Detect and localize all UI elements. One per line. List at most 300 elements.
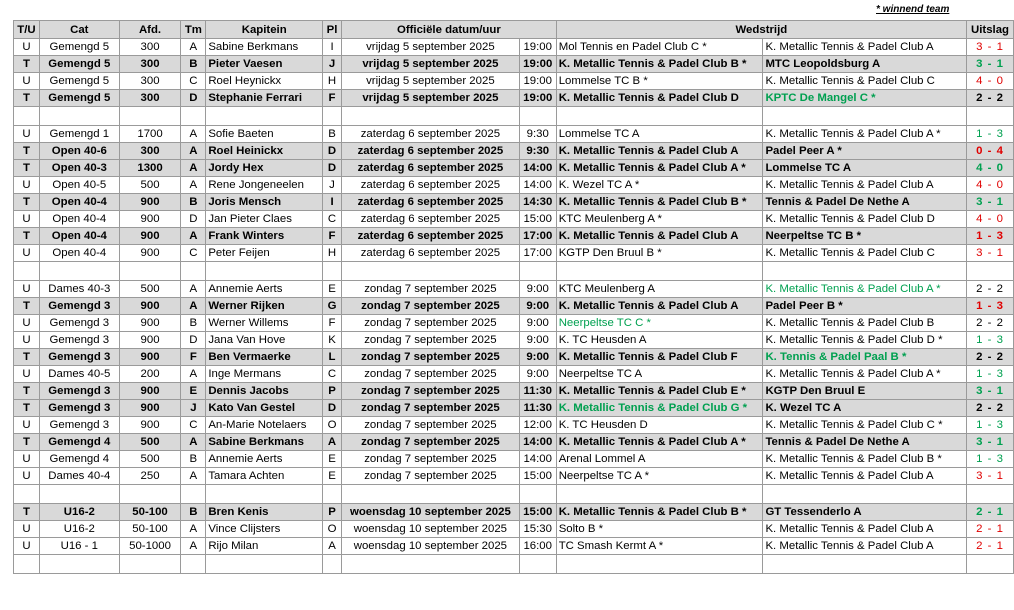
- cell-date: zondag 7 september 2025: [342, 366, 520, 383]
- cell-time: 19:00: [519, 73, 556, 90]
- cell-home-team: K. Metallic Tennis & Padel Club B *: [556, 504, 763, 521]
- table-row: [14, 177, 1014, 194]
- cell-tm: D: [181, 332, 206, 349]
- empty-cell: [519, 262, 556, 281]
- cell-time: 9:30: [519, 143, 556, 160]
- cell-away-team: Padel Peer A *: [763, 143, 967, 160]
- cell-cat: U16-2: [39, 521, 119, 538]
- cell-time: 9:00: [519, 332, 556, 349]
- cell-cat: Dames 40-5: [39, 366, 119, 383]
- empty-cell: [119, 107, 181, 126]
- cell-time: 15:00: [519, 468, 556, 485]
- cell-date: zaterdag 6 september 2025: [342, 228, 520, 245]
- cell-cat: Gemengd 4: [39, 434, 119, 451]
- cell-afd: 300: [119, 143, 181, 160]
- empty-cell: [14, 555, 40, 574]
- cell-pl: D: [323, 400, 342, 417]
- table-row: [14, 245, 1014, 262]
- cell-kapitein: Werner Rijken: [206, 298, 323, 315]
- cell-home-team: K. Metallic Tennis & Padel Club A: [556, 143, 763, 160]
- cell-away-team: K. Tennis & Padel Paal B *: [763, 349, 967, 366]
- cell-tu: T: [14, 434, 40, 451]
- cell-kapitein: Vince Clijsters: [206, 521, 323, 538]
- cell-pl: J: [323, 177, 342, 194]
- cell-away-team: K. Metallic Tennis & Padel Club A: [763, 177, 967, 194]
- cell-kapitein: Kato Van Gestel: [206, 400, 323, 417]
- cell-home-team: K. TC Heusden A: [556, 332, 763, 349]
- cell-cat: Open 40-4: [39, 194, 119, 211]
- cell-pl: F: [323, 315, 342, 332]
- cell-time: 15:00: [519, 504, 556, 521]
- cell-away-team: K. Metallic Tennis & Padel Club A: [763, 521, 967, 538]
- cell-time: 14:30: [519, 194, 556, 211]
- cell-tu: T: [14, 194, 40, 211]
- cell-pl: O: [323, 521, 342, 538]
- empty-cell: [119, 555, 181, 574]
- cell-pl: D: [323, 143, 342, 160]
- cell-time: 14:00: [519, 434, 556, 451]
- cell-home-team: K. Metallic Tennis & Padel Club F: [556, 349, 763, 366]
- cell-pl: I: [323, 39, 342, 56]
- cell-kapitein: Frank Winters: [206, 228, 323, 245]
- cell-pl: P: [323, 383, 342, 400]
- cell-score: 2 - 2: [967, 315, 1014, 332]
- cell-afd: 1700: [119, 126, 181, 143]
- cell-score: 2 - 2: [967, 349, 1014, 366]
- table-row: [14, 468, 1014, 485]
- cell-kapitein: Dennis Jacobs: [206, 383, 323, 400]
- cell-pl: F: [323, 90, 342, 107]
- empty-cell: [39, 485, 119, 504]
- table-row: [14, 504, 1014, 521]
- cell-time: 17:00: [519, 245, 556, 262]
- cell-cat: Open 40-5: [39, 177, 119, 194]
- cell-tm: A: [181, 468, 206, 485]
- cell-time: 9:00: [519, 298, 556, 315]
- col-datum: Officiële datum/uur: [342, 21, 557, 39]
- cell-kapitein: Annemie Aerts: [206, 281, 323, 298]
- cell-home-team: K. Metallic Tennis & Padel Club D: [556, 90, 763, 107]
- table-row: [14, 194, 1014, 211]
- cell-tu: U: [14, 126, 40, 143]
- cell-tm: J: [181, 400, 206, 417]
- cell-afd: 300: [119, 56, 181, 73]
- cell-time: 15:30: [519, 521, 556, 538]
- cell-time: 19:00: [519, 56, 556, 73]
- cell-date: zaterdag 6 september 2025: [342, 160, 520, 177]
- cell-cat: Open 40-4: [39, 211, 119, 228]
- cell-score: 1 - 3: [967, 332, 1014, 349]
- cell-time: 19:00: [519, 39, 556, 56]
- cell-tm: A: [181, 298, 206, 315]
- cell-cat: Open 40-4: [39, 245, 119, 262]
- cell-pl: L: [323, 349, 342, 366]
- cell-date: zondag 7 september 2025: [342, 349, 520, 366]
- empty-cell: [206, 555, 323, 574]
- cell-score: 2 - 1: [967, 504, 1014, 521]
- cell-home-team: Neerpeltse TC C *: [556, 315, 763, 332]
- cell-away-team: K. Metallic Tennis & Padel Club C: [763, 245, 967, 262]
- cell-score: 2 - 2: [967, 90, 1014, 107]
- cell-time: 11:30: [519, 383, 556, 400]
- cell-score: 4 - 0: [967, 73, 1014, 90]
- cell-home-team: K. Metallic Tennis & Padel Club G *: [556, 400, 763, 417]
- cell-pl: B: [323, 126, 342, 143]
- cell-kapitein: Rene Jongeneelen: [206, 177, 323, 194]
- cell-tu: U: [14, 521, 40, 538]
- table-row: [14, 366, 1014, 383]
- empty-cell: [763, 262, 967, 281]
- cell-afd: 500: [119, 177, 181, 194]
- table-row: [14, 383, 1014, 400]
- cell-tm: C: [181, 73, 206, 90]
- table-body: [14, 39, 1014, 574]
- cell-date: zondag 7 september 2025: [342, 332, 520, 349]
- cell-cat: Dames 40-3: [39, 281, 119, 298]
- cell-tm: A: [181, 281, 206, 298]
- cell-time: 9:00: [519, 349, 556, 366]
- cell-score: 3 - 1: [967, 194, 1014, 211]
- cell-away-team: K. Wezel TC A: [763, 400, 967, 417]
- cell-home-team: K. Metallic Tennis & Padel Club B *: [556, 56, 763, 73]
- col-cat: Cat: [39, 21, 119, 39]
- cell-time: 9:00: [519, 315, 556, 332]
- table-row: [14, 143, 1014, 160]
- empty-cell: [556, 485, 763, 504]
- cell-score: 3 - 1: [967, 245, 1014, 262]
- cell-cat: Gemengd 3: [39, 332, 119, 349]
- cell-time: 15:00: [519, 211, 556, 228]
- cell-kapitein: Jan Pieter Claes: [206, 211, 323, 228]
- cell-kapitein: Ben Vermaerke: [206, 349, 323, 366]
- cell-pl: A: [323, 434, 342, 451]
- cell-tm: B: [181, 315, 206, 332]
- cell-time: 11:30: [519, 400, 556, 417]
- cell-tm: D: [181, 90, 206, 107]
- cell-kapitein: Stephanie Ferrari: [206, 90, 323, 107]
- cell-date: zaterdag 6 september 2025: [342, 126, 520, 143]
- cell-pl: O: [323, 417, 342, 434]
- cell-afd: 500: [119, 451, 181, 468]
- cell-tu: T: [14, 298, 40, 315]
- cell-pl: J: [323, 56, 342, 73]
- table-row: [14, 211, 1014, 228]
- cell-home-team: Lommelse TC B *: [556, 73, 763, 90]
- cell-away-team: K. Metallic Tennis & Padel Club A: [763, 39, 967, 56]
- cell-time: 19:00: [519, 90, 556, 107]
- cell-score: 3 - 1: [967, 39, 1014, 56]
- cell-tm: A: [181, 39, 206, 56]
- cell-afd: 900: [119, 349, 181, 366]
- cell-home-team: K. Metallic Tennis & Padel Club A: [556, 298, 763, 315]
- empty-cell: [206, 107, 323, 126]
- col-wedstrijd: Wedstrijd: [556, 21, 966, 39]
- cell-pl: C: [323, 366, 342, 383]
- cell-tu: U: [14, 451, 40, 468]
- cell-afd: 900: [119, 298, 181, 315]
- cell-cat: Gemengd 5: [39, 90, 119, 107]
- cell-date: zaterdag 6 september 2025: [342, 177, 520, 194]
- empty-cell: [14, 107, 40, 126]
- cell-kapitein: Sofie Baeten: [206, 126, 323, 143]
- cell-score: 2 - 1: [967, 538, 1014, 555]
- cell-afd: 250: [119, 468, 181, 485]
- cell-date: woensdag 10 september 2025: [342, 538, 520, 555]
- cell-cat: Open 40-3: [39, 160, 119, 177]
- cell-away-team: Tennis & Padel De Nethe A: [763, 194, 967, 211]
- cell-kapitein: Joris Mensch: [206, 194, 323, 211]
- cell-tu: T: [14, 56, 40, 73]
- cell-tm: B: [181, 56, 206, 73]
- cell-pl: H: [323, 245, 342, 262]
- cell-time: 14:00: [519, 177, 556, 194]
- cell-tm: A: [181, 228, 206, 245]
- empty-cell: [323, 262, 342, 281]
- cell-date: zondag 7 september 2025: [342, 468, 520, 485]
- table-row: [14, 39, 1014, 56]
- cell-tu: T: [14, 90, 40, 107]
- cell-kapitein: Roel Heinickx: [206, 143, 323, 160]
- cell-tm: A: [181, 143, 206, 160]
- cell-kapitein: Peter Feijen: [206, 245, 323, 262]
- cell-tm: A: [181, 366, 206, 383]
- cell-tu: U: [14, 315, 40, 332]
- cell-pl: A: [323, 538, 342, 555]
- cell-home-team: K. TC Heusden D: [556, 417, 763, 434]
- empty-cell: [967, 555, 1014, 574]
- cell-afd: 50-100: [119, 521, 181, 538]
- empty-cell: [181, 485, 206, 504]
- empty-cell: [519, 485, 556, 504]
- cell-tm: A: [181, 521, 206, 538]
- cell-cat: Open 40-4: [39, 228, 119, 245]
- empty-cell: [119, 485, 181, 504]
- cell-afd: 300: [119, 39, 181, 56]
- cell-home-team: K. Metallic Tennis & Padel Club B *: [556, 194, 763, 211]
- table-row: [14, 281, 1014, 298]
- cell-time: 9:00: [519, 281, 556, 298]
- cell-tm: F: [181, 349, 206, 366]
- cell-cat: Gemengd 5: [39, 39, 119, 56]
- cell-tm: B: [181, 194, 206, 211]
- cell-tm: A: [181, 177, 206, 194]
- empty-cell: [181, 555, 206, 574]
- cell-tm: A: [181, 434, 206, 451]
- cell-cat: Gemengd 5: [39, 73, 119, 90]
- spacer-row: [14, 555, 1014, 574]
- cell-tu: U: [14, 538, 40, 555]
- cell-pl: I: [323, 194, 342, 211]
- cell-cat: Gemengd 3: [39, 417, 119, 434]
- cell-home-team: Lommelse TC A: [556, 126, 763, 143]
- cell-pl: D: [323, 160, 342, 177]
- cell-time: 14:00: [519, 451, 556, 468]
- col-pl: Pl: [323, 21, 342, 39]
- cell-afd: 900: [119, 211, 181, 228]
- cell-pl: E: [323, 281, 342, 298]
- cell-date: zondag 7 september 2025: [342, 383, 520, 400]
- cell-tu: U: [14, 468, 40, 485]
- empty-cell: [39, 555, 119, 574]
- cell-away-team: K. Metallic Tennis & Padel Club A: [763, 538, 967, 555]
- cell-score: 2 - 1: [967, 521, 1014, 538]
- cell-kapitein: Tamara Achten: [206, 468, 323, 485]
- cell-kapitein: Sabine Berkmans: [206, 39, 323, 56]
- cell-score: 1 - 3: [967, 126, 1014, 143]
- cell-kapitein: Jana Van Hove: [206, 332, 323, 349]
- cell-afd: 900: [119, 245, 181, 262]
- cell-afd: 50-100: [119, 504, 181, 521]
- cell-home-team: TC Smash Kermt A *: [556, 538, 763, 555]
- cell-afd: 300: [119, 73, 181, 90]
- cell-tm: A: [181, 538, 206, 555]
- cell-away-team: Neerpeltse TC B *: [763, 228, 967, 245]
- cell-cat: Gemengd 3: [39, 349, 119, 366]
- empty-cell: [967, 485, 1014, 504]
- cell-away-team: K. Metallic Tennis & Padel Club A *: [763, 281, 967, 298]
- cell-afd: 50-1000: [119, 538, 181, 555]
- cell-kapitein: Bren Kenis: [206, 504, 323, 521]
- cell-away-team: GT Tessenderlo A: [763, 504, 967, 521]
- cell-cat: U16 - 1: [39, 538, 119, 555]
- cell-score: 3 - 1: [967, 56, 1014, 73]
- spacer-row: [14, 107, 1014, 126]
- cell-tm: D: [181, 211, 206, 228]
- cell-kapitein: Rijo Milan: [206, 538, 323, 555]
- cell-date: zondag 7 september 2025: [342, 417, 520, 434]
- cell-cat: Gemengd 3: [39, 315, 119, 332]
- table-row: [14, 434, 1014, 451]
- cell-tu: U: [14, 245, 40, 262]
- cell-date: zondag 7 september 2025: [342, 315, 520, 332]
- cell-afd: 500: [119, 434, 181, 451]
- empty-cell: [342, 262, 520, 281]
- cell-date: zondag 7 september 2025: [342, 451, 520, 468]
- table-row: [14, 417, 1014, 434]
- empty-cell: [206, 262, 323, 281]
- empty-cell: [763, 485, 967, 504]
- winner-legend-note: * winnend team: [876, 4, 950, 15]
- cell-tm: A: [181, 126, 206, 143]
- cell-home-team: Solto B *: [556, 521, 763, 538]
- cell-score: 4 - 0: [967, 177, 1014, 194]
- cell-home-team: Neerpeltse TC A *: [556, 468, 763, 485]
- cell-tu: T: [14, 228, 40, 245]
- empty-cell: [556, 262, 763, 281]
- cell-kapitein: Sabine Berkmans: [206, 434, 323, 451]
- cell-date: vrijdag 5 september 2025: [342, 73, 520, 90]
- cell-away-team: Tennis & Padel De Nethe A: [763, 434, 967, 451]
- empty-cell: [119, 262, 181, 281]
- cell-tu: T: [14, 504, 40, 521]
- cell-tm: E: [181, 383, 206, 400]
- cell-tu: U: [14, 332, 40, 349]
- cell-home-team: KTC Meulenberg A: [556, 281, 763, 298]
- cell-away-team: K. Metallic Tennis & Padel Club D *: [763, 332, 967, 349]
- empty-cell: [39, 262, 119, 281]
- cell-afd: 900: [119, 400, 181, 417]
- cell-afd: 900: [119, 332, 181, 349]
- cell-date: zaterdag 6 september 2025: [342, 194, 520, 211]
- cell-home-team: K. Wezel TC A *: [556, 177, 763, 194]
- cell-date: zaterdag 6 september 2025: [342, 245, 520, 262]
- cell-tu: U: [14, 177, 40, 194]
- cell-kapitein: An-Marie Notelaers: [206, 417, 323, 434]
- cell-date: woensdag 10 september 2025: [342, 504, 520, 521]
- col-tu: T/U: [14, 21, 40, 39]
- cell-cat: Dames 40-4: [39, 468, 119, 485]
- cell-home-team: Mol Tennis en Padel Club C *: [556, 39, 763, 56]
- cell-pl: F: [323, 228, 342, 245]
- cell-home-team: K. Metallic Tennis & Padel Club A *: [556, 160, 763, 177]
- empty-cell: [556, 107, 763, 126]
- cell-tm: C: [181, 417, 206, 434]
- cell-tu: T: [14, 349, 40, 366]
- col-uitslag: Uitslag: [967, 21, 1014, 39]
- cell-kapitein: Annemie Aerts: [206, 451, 323, 468]
- cell-tm: B: [181, 504, 206, 521]
- cell-cat: Gemengd 5: [39, 56, 119, 73]
- cell-kapitein: Inge Mermans: [206, 366, 323, 383]
- cell-away-team: K. Metallic Tennis & Padel Club A: [763, 468, 967, 485]
- empty-cell: [519, 555, 556, 574]
- cell-date: zondag 7 september 2025: [342, 298, 520, 315]
- cell-tm: C: [181, 245, 206, 262]
- empty-cell: [206, 485, 323, 504]
- spacer-row: [14, 262, 1014, 281]
- col-tm: Tm: [181, 21, 206, 39]
- table-row: [14, 349, 1014, 366]
- table-row: [14, 73, 1014, 90]
- cell-afd: 300: [119, 90, 181, 107]
- cell-away-team: KGTP Den Bruul E: [763, 383, 967, 400]
- empty-cell: [181, 107, 206, 126]
- cell-date: vrijdag 5 september 2025: [342, 56, 520, 73]
- cell-home-team: Arenal Lommel A: [556, 451, 763, 468]
- cell-cat: Open 40-6: [39, 143, 119, 160]
- cell-cat: Gemengd 3: [39, 400, 119, 417]
- cell-cat: U16-2: [39, 504, 119, 521]
- empty-cell: [14, 485, 40, 504]
- cell-afd: 900: [119, 228, 181, 245]
- empty-cell: [519, 107, 556, 126]
- empty-cell: [556, 555, 763, 574]
- empty-cell: [39, 107, 119, 126]
- cell-tu: U: [14, 73, 40, 90]
- cell-kapitein: Pieter Vaesen: [206, 56, 323, 73]
- cell-score: 1 - 3: [967, 228, 1014, 245]
- match-schedule-table: [13, 20, 1014, 574]
- cell-home-team: Neerpeltse TC A: [556, 366, 763, 383]
- cell-afd: 900: [119, 194, 181, 211]
- col-kapitein: Kapitein: [206, 21, 323, 39]
- empty-cell: [342, 555, 520, 574]
- cell-score: 2 - 2: [967, 281, 1014, 298]
- table-row: [14, 400, 1014, 417]
- cell-time: 9:30: [519, 126, 556, 143]
- cell-tm: A: [181, 160, 206, 177]
- cell-score: 4 - 0: [967, 160, 1014, 177]
- cell-tu: T: [14, 160, 40, 177]
- cell-tu: U: [14, 39, 40, 56]
- empty-cell: [967, 107, 1014, 126]
- cell-away-team: K. Metallic Tennis & Padel Club B: [763, 315, 967, 332]
- cell-away-team: MTC Leopoldsburg A: [763, 56, 967, 73]
- cell-score: 1 - 3: [967, 298, 1014, 315]
- cell-afd: 900: [119, 383, 181, 400]
- cell-away-team: Lommelse TC A: [763, 160, 967, 177]
- table-row: [14, 538, 1014, 555]
